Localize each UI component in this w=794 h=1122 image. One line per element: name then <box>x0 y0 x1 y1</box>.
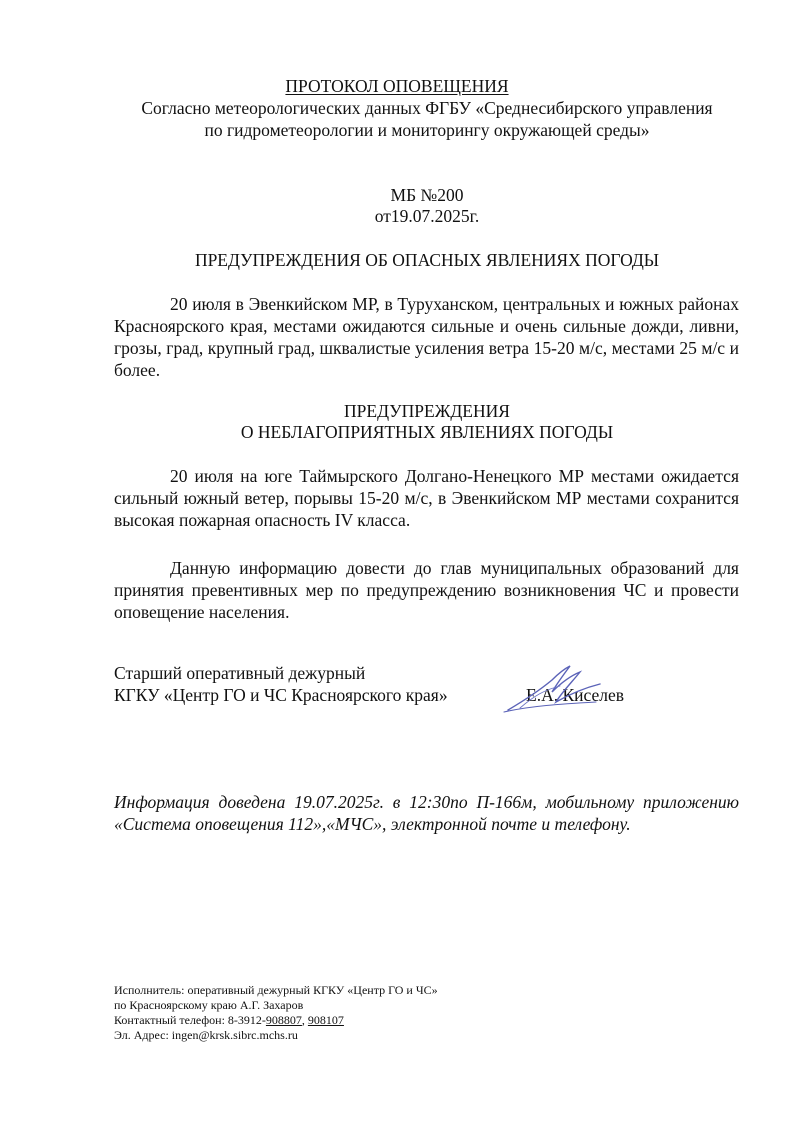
section2-heading-line2: О НЕБЛАГОПРИЯТНЫХ ЯВЛЕНИЯХ ПОГОДЫ <box>240 422 614 442</box>
footer-phone-2[interactable]: 908107 <box>307 1013 344 1027</box>
header-line-1: Согласно метеорологических данных ФГБУ «Среднесибирского управления <box>141 98 713 118</box>
document-title-text: ПРОТОКОЛ ОПОВЕЩЕНИЯ <box>285 76 509 96</box>
section1-body <box>114 293 739 381</box>
bulletin-date: от19.07.2025г. <box>374 206 480 226</box>
section2-heading-line1: ПРЕДУПРЕЖДЕНИЯ <box>344 401 510 421</box>
signature-name: Е.А. Киселев <box>526 685 625 705</box>
footer-phone-separator: , <box>301 1013 308 1027</box>
footer-executor-line1: Исполнитель: оперативный дежурный КГКУ «Центр ГО и ЧС» <box>114 983 438 997</box>
footer-executor-line2: по Красноярскому краю А.Г. Захаров <box>114 998 304 1012</box>
footer-email: Эл. Адрес: ingen@krsk.sibrc.mchs.ru <box>114 1028 298 1042</box>
footer-phone <box>114 1013 438 1028</box>
instruction-text: Данную информацию довести до глав муниципальных образований для принятия превентивных мер по предупреждению возникновения ЧС и провести оповещение населения. <box>114 558 739 622</box>
header-line-2: по гидрометеорологии и мониторингу окружающей среды» <box>204 120 650 140</box>
instruction-body <box>114 557 739 623</box>
signature-position-line1: Старший оперативный дежурный <box>114 663 366 683</box>
handwritten-signature <box>500 660 620 720</box>
bulletin-number: МБ №200 <box>390 185 464 205</box>
document-title <box>0 76 794 97</box>
footer-phone-label: Контактный телефон: 8-3912- <box>114 1013 266 1027</box>
footer-phone-1[interactable]: 908807 <box>265 1013 302 1027</box>
notice-text: Информация доведена 19.07.2025г. в 12:30по П-166м, мобильному приложению «Система оповещения 112»,«МЧС», электронной почте и телефону. <box>114 792 739 834</box>
section1-heading: ПРЕДУПРЕЖДЕНИЯ ОБ ОПАСНЫХ ЯВЛЕНИЯХ ПОГОДЫ <box>194 250 660 270</box>
section2-body <box>114 465 739 531</box>
notice-body <box>114 791 739 835</box>
section1-text: 20 июля в Эвенкийском МР, в Туруханском, центральных и южных районах Красноярского края, местами ожидаются сильные и очень сильные дожди, ливни, грозы, град, крупный град, шквалистые усиления ветра 15-20 м/с, местами 25 м/с и более. <box>114 294 739 380</box>
footer-executor-info <box>114 983 438 1043</box>
signature-position-line2: КГКУ «Центр ГО и ЧС Красноярского края» <box>114 685 448 705</box>
section2-text: 20 июля на юге Таймырского Долгано-Ненецкого МР местами ожидается сильный южный ветер, порывы 15-20 м/с, в Эвенкийском МР местами сохранится высокая пожарная опасность IV класса. <box>114 466 739 530</box>
